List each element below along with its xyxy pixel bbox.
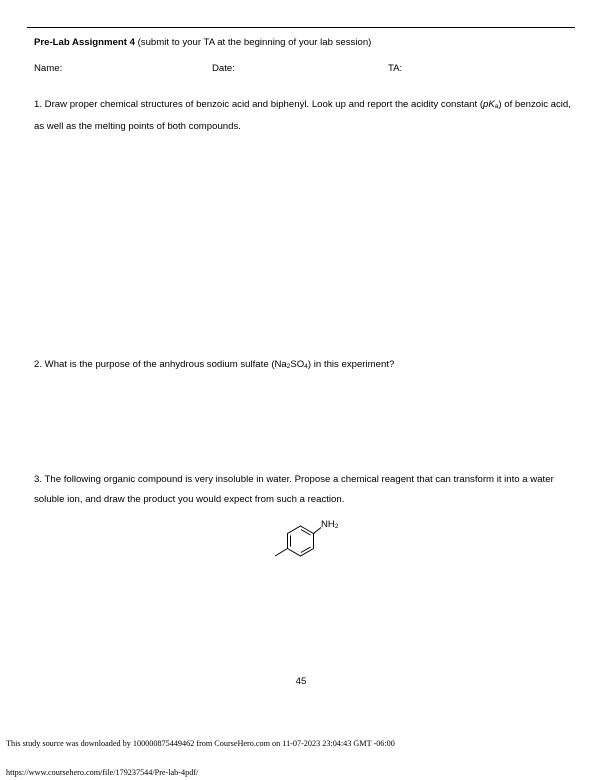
question-1-text-a: 1. Draw proper chemical structures of benzoic acid and biphenyl. Look up and report the acidity constant (	[34, 99, 484, 110]
question-1	[34, 95, 574, 137]
amine-subscript: 2	[334, 523, 339, 530]
question-1-text-b: ) of benzoic acid, as well as the melting points of both compounds.	[34, 99, 571, 132]
ta-label: TA:	[388, 63, 403, 74]
question-3: 3. The following organic compound is very insoluble in water. Propose a chemical reagent that can transform it into a water soluble ion, and draw the product you would expect from such a reaction.	[34, 474, 554, 505]
formula-subscript-2: 2	[286, 363, 291, 370]
download-note: This study source was downloaded by 100000875449462 from CourseHero.com on 11-07-2023 23:04:43 GMT -06:00	[6, 739, 395, 748]
ring-double-bond-bottom	[301, 547, 311, 553]
question-2-text-a: 2. What is the purpose of the anhydrous sodium sulfate (Na	[34, 359, 287, 370]
date-label: Date:	[212, 63, 235, 74]
formula-subscript-4: 4	[304, 363, 308, 370]
name-label: Name:	[34, 63, 63, 74]
amine-label	[321, 519, 338, 531]
pka-subscript: a	[494, 103, 499, 110]
pka-symbol: pK	[483, 99, 495, 110]
question-2	[34, 355, 574, 377]
formula-so: SO	[290, 359, 305, 370]
methyl-bond	[275, 549, 288, 557]
source-url[interactable]: https://www.coursehero.com/file/179237544/Pre-lab-4pdf/	[6, 768, 199, 777]
question-2-text-b: ) in this experiment?	[307, 359, 395, 370]
assignment-title	[34, 37, 371, 49]
assignment-title-bold: Pre-Lab Assignment 4	[34, 37, 135, 48]
page-number: 45	[295, 676, 307, 687]
top-rule	[27, 27, 575, 28]
benzene-ring	[288, 526, 314, 556]
p-toluidine-structure	[255, 515, 355, 575]
amine-nh: NH	[321, 519, 335, 530]
amine-bond	[314, 528, 322, 534]
ring-double-bond-top	[301, 530, 311, 536]
assignment-title-note: (submit to your TA at the beginning of your lab session)	[134, 37, 372, 48]
